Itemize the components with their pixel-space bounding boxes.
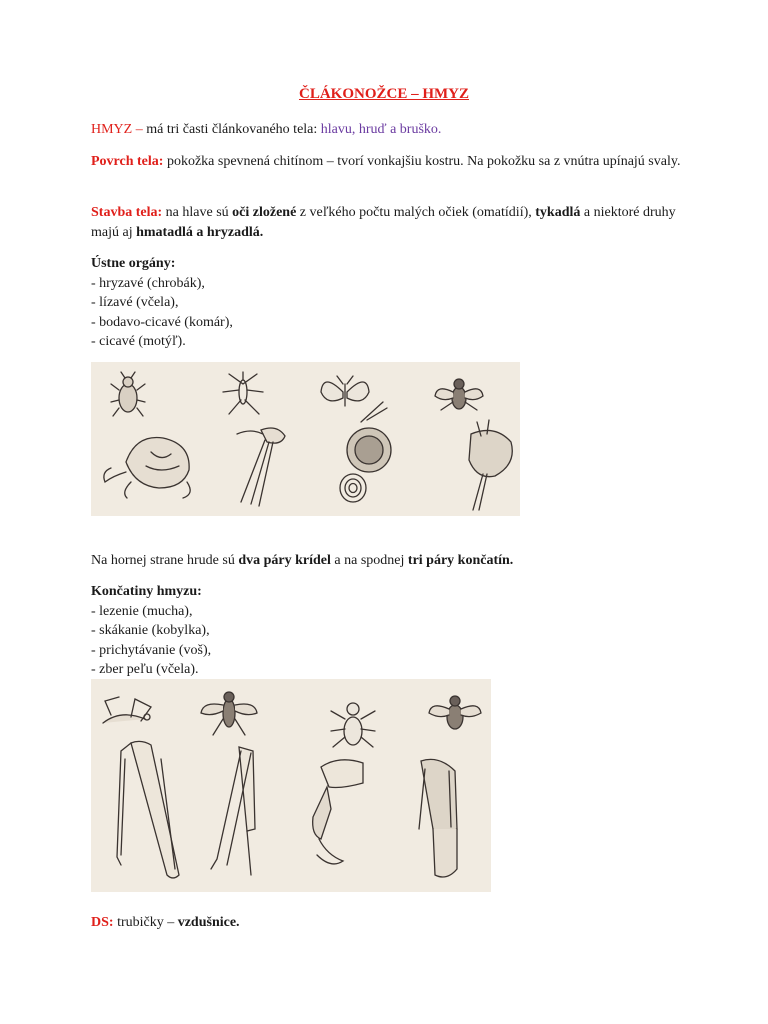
intro-text: má tri časti článkovaného tela:	[142, 122, 321, 137]
palps-mandibles-text: hmatadlá a hryzadlá.	[136, 224, 264, 240]
mouthparts-figure	[91, 362, 520, 516]
mouthparts-illustration	[91, 362, 520, 516]
intro-paragraph	[91, 120, 691, 140]
structure-term: Stavba tela:	[91, 205, 163, 220]
butterfly-icon	[321, 376, 369, 406]
legs-illustration	[91, 679, 491, 892]
bee-icon	[435, 379, 483, 410]
structure-text-2: z veľkého počtu malých očiek (omatídií),	[296, 205, 536, 220]
legs-list	[91, 582, 691, 680]
legs-figure	[91, 679, 491, 892]
siphoning-mouthparts	[340, 402, 391, 502]
list-item: - hryzavé (chrobák),	[91, 275, 205, 291]
mouth-organs-list	[91, 254, 691, 352]
chewing-mouthparts	[104, 438, 190, 499]
hmyz-term: HMYZ –	[91, 122, 143, 137]
thorax-paragraph	[91, 551, 691, 571]
list-item: - lízavé (včela),	[91, 295, 179, 310]
climbing-leg	[211, 747, 255, 875]
grasshopper-icon	[103, 697, 151, 723]
structure-text-1: na hlave sú	[162, 205, 233, 220]
ds-term: DS:	[91, 915, 114, 930]
surface-paragraph	[91, 152, 681, 172]
list-item: - prichytávanie (voš),	[91, 642, 212, 658]
thorax-text-1: Na hornej strane hrude sú	[91, 553, 239, 568]
wings-text: dva páry krídel	[238, 553, 331, 568]
structure-paragraph	[91, 203, 681, 242]
surface-text: pokožka spevnená chitínom – tvorí vonkajšiu kostru. Na pokožku sa z vnútra upínajú svaly.	[163, 154, 681, 169]
fly-icon	[201, 692, 257, 735]
lapping-mouthparts	[469, 420, 512, 510]
beetle-icon	[111, 372, 145, 416]
list-item: - bodavo-cicavé (komár),	[91, 314, 233, 330]
thorax-text-2: a na spodnej	[330, 553, 408, 568]
page-title: ČLÁKONOŽCE – HMYZ	[298, 86, 469, 102]
surface-term: Povrch tela:	[91, 154, 164, 169]
ds-text: trubičky –	[113, 915, 178, 930]
louse-icon	[331, 703, 375, 747]
jumping-leg	[117, 741, 179, 878]
compound-eyes-text: oči zložené	[232, 205, 297, 220]
list-item: - zber peľu (včela).	[91, 662, 199, 677]
respiratory-paragraph	[91, 913, 691, 933]
piercing-mouthparts	[237, 428, 285, 506]
list-item: - cicavé (motýľ).	[91, 334, 186, 349]
legs-heading: Končatiny hmyzu:	[91, 584, 202, 599]
body-parts-text: hlavu, hruď a bruško.	[320, 122, 442, 137]
mouth-organs-heading: Ústne orgány:	[91, 256, 176, 271]
pollen-collecting-leg	[419, 759, 457, 877]
list-item: - skákanie (kobylka),	[91, 623, 210, 638]
structure-text-3: a niektoré druhy majú aj	[91, 205, 676, 240]
legs-text: tri páry končatín.	[407, 553, 514, 568]
grasping-leg	[313, 760, 363, 864]
mosquito-icon	[223, 372, 263, 414]
antennae-text: tykadlá	[535, 205, 581, 220]
tracheae-text: vzdušnice.	[177, 915, 240, 930]
bee-icon	[429, 696, 481, 729]
list-item: - lezenie (mucha),	[91, 603, 193, 619]
